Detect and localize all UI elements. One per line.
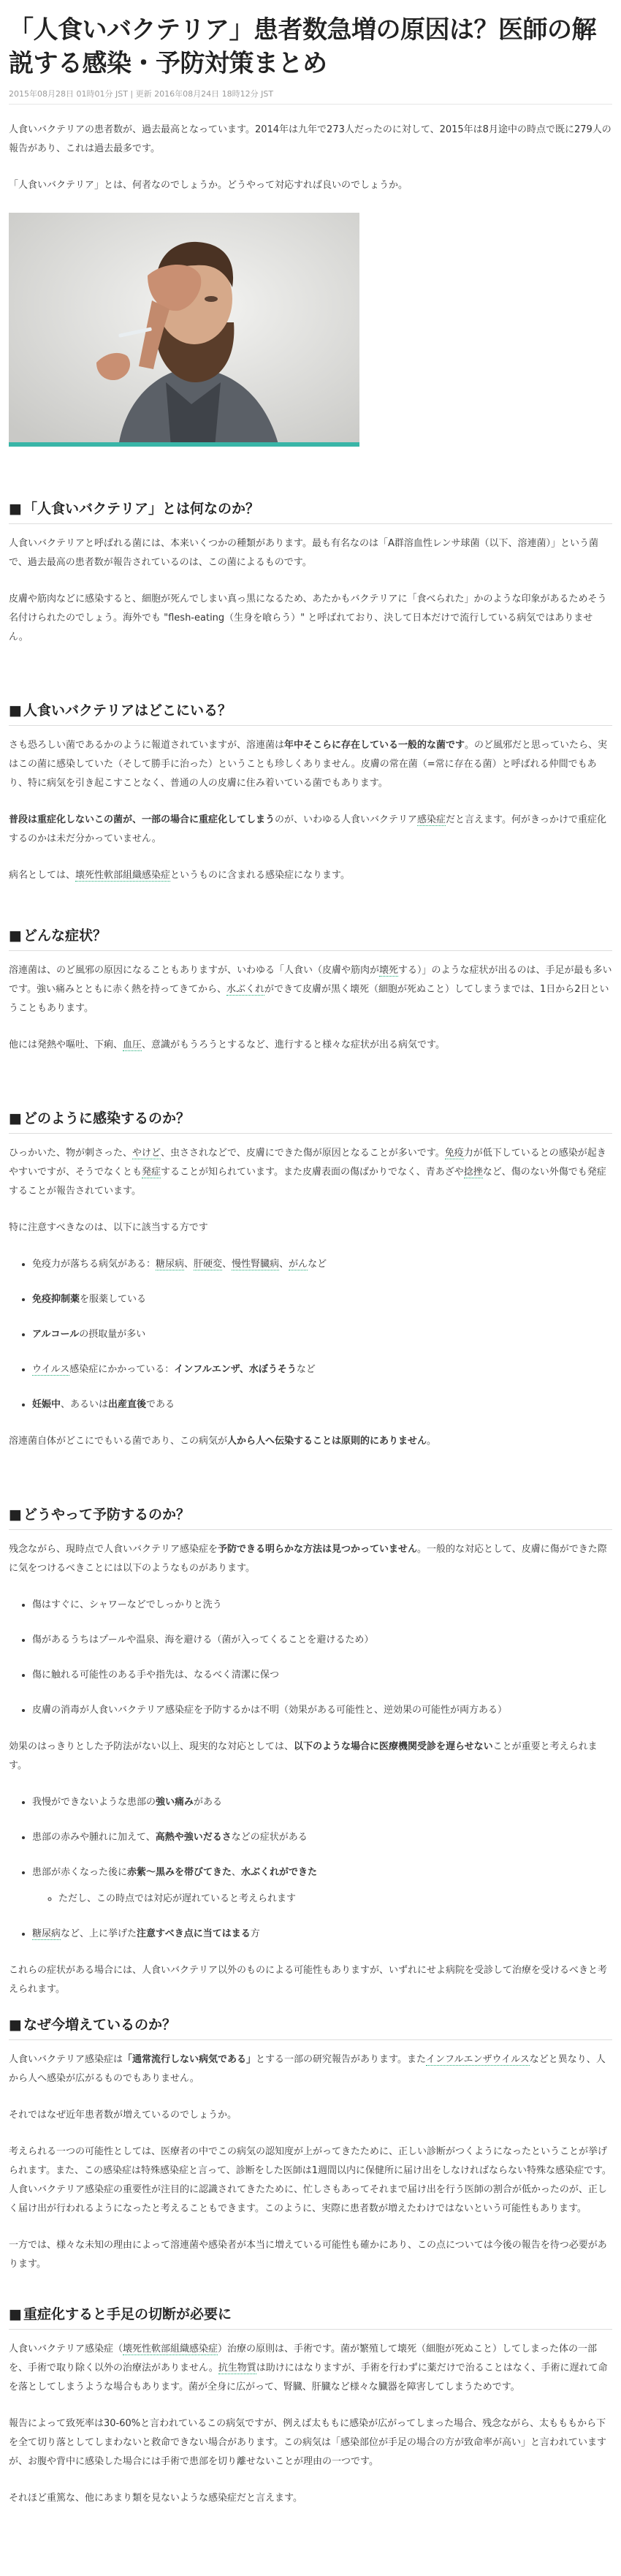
what-paragraph-1: 人食いバクテリアと呼ばれる菌には、本来いくつかの種類があります。最も有名なのは「A群溶血性レンサ球菌（以下、溶連菌）」という菌で、過去最高の患者数が報告されているのは、この菌によるものです。 bbox=[9, 538, 599, 568]
kidney-disease-link[interactable]: 慢性腎臓病 bbox=[232, 1259, 280, 1270]
list-item: • 妊娠中、あるいは出産直後である bbox=[32, 1395, 612, 1414]
section-heading-infection: ■ どのように感染するのか？ bbox=[9, 1107, 612, 1134]
increase-paragraph-3: 考えられる一つの可能性としては、医療者の中でこの病気の認知度が上がってきたために、正しい診断がつくようになったということが挙げられます。また、この感染症は特殊感染症と言って、診断をした医師は1週間以内に保健所に届け出をしなければならない特殊な感染症です。人食いバクテリア感染症の重要性が注目的に認識されてきたために、忙しさもあってそれまで届け出を行う医師の割合が低かったのが、正しく届け出が行われるようになったと考えることもできます。このように、実際に患者数が増えたわけではないという可能性もあります。 bbox=[9, 2146, 612, 2214]
cirrhosis-link[interactable]: 肝硬変 bbox=[194, 1259, 223, 1270]
symptoms-paragraph-2: 他には発熱や嘔吐、下痢、血圧、意識がもうろうとするなど、進行すると様々な症状が出る病気です。 bbox=[9, 1039, 445, 1050]
list-item: • 免疫力が落ちる病気がある：糖尿病、肝硬変、慢性腎臓病、がんなど bbox=[32, 1255, 612, 1274]
section-heading-severe: ■ 重症化すると手足の切断が必要に bbox=[9, 2303, 612, 2330]
section-heading-increase: ■ なぜ今増えているのか？ bbox=[9, 2014, 612, 2040]
list-item: • 患部の赤みや腫れに加えて、高熱や強いだるさなどの症状がある bbox=[32, 1828, 612, 1847]
severe-paragraph-1: 人食いバクテリア感染症（壊死性軟部組織感染症）治療の原則は、手術です。菌が繁殖して壊死（細胞が死ぬこと）してしまった体の一部を、手術で取り除く以外の治療法がありません。抗生物質は助けにはなりますが、手術を行わずに薬だけで治ることはなく、手術に遅れて命を落としてしまうような場合もあります。菌が全身に広がって、腎臓、肝臓など様々な臓器を障害してしまうためです。 bbox=[9, 2344, 608, 2393]
severe-paragraph-2: 報告によって致死率は30-60%と言われているこの病気ですが、例えば太ももに感染が広がってしまった場合、残念ながら、太もももから下を全て切り落としてしまわないと救命できない場合があります。この病気は「感染部位が手足の場合の方が致命率が高い」と言われていますが、お腹や背中に感染した場合には手術で患部を切り離せないことが理由の一つです。 bbox=[9, 2418, 606, 2467]
increase-paragraph-1: 人食いバクテリア感染症は「通常流行しない病気である」とする一部の研究報告があります。またインフルエンザウイルスなどと異なり、人から人へ感染が広がるものでもありません。 bbox=[9, 2054, 606, 2084]
virus-link[interactable]: ウイルス bbox=[32, 1364, 70, 1375]
section-heading-what: ■ 「人食いバクテリア」とは何なのか？ bbox=[9, 498, 612, 524]
increase-paragraph-2: それではなぜ近年患者数が増えているのでしょうか。 bbox=[9, 2110, 237, 2121]
square-bullet-icon: ■ bbox=[9, 702, 22, 719]
prevention-paragraph-2: 効果のはっきりとした予防法がない以上、現実的な対応としては、以下のような場合に医療機関受診を遅らせないことが重要と考えられます。 bbox=[9, 1741, 598, 1771]
necrotizing-infection-link[interactable]: 壊死性軟部組織感染症 bbox=[123, 2344, 218, 2355]
list-item: • 傷があるうちはプールや温泉、海を避ける（菌が入ってくることを避けるため） bbox=[32, 1631, 612, 1650]
diabetes-link[interactable]: 糖尿病 bbox=[32, 1928, 61, 1939]
square-bullet-icon: ■ bbox=[9, 1507, 22, 1523]
where-paragraph-2: 普段は重症化しないこの菌が、一部の場合に重症化してしまうのが、いわゆる人食いバクテリア感染症だと言えます。何がきっかけで重症化するのかは未だ分かっていません。 bbox=[9, 814, 607, 844]
list-item: • 我慢ができないような患部の強い痛みがある bbox=[32, 1793, 612, 1812]
square-bullet-icon: ■ bbox=[9, 501, 22, 517]
infection-paragraph-3: 溶連菌自体がどこにでもいる菌であり、この病気が人から人へ伝染することは原則的にありません。 bbox=[9, 1436, 437, 1447]
onset-link[interactable]: 発症 bbox=[142, 1167, 161, 1178]
burn-link[interactable]: やけど bbox=[132, 1148, 161, 1159]
immunity-link[interactable]: 免疫 bbox=[444, 1148, 464, 1159]
list-item: • 傷はすぐに、シャワーなどでしっかりと洗う bbox=[32, 1596, 612, 1615]
risk-list bbox=[9, 1255, 612, 1414]
section-heading-prevention: ■ どうやって予防するのか？ bbox=[9, 1504, 612, 1530]
infection-link[interactable]: 感染症 bbox=[417, 814, 446, 825]
square-bullet-icon: ■ bbox=[9, 2017, 22, 2033]
influenza-link[interactable]: インフルエンザウイルス bbox=[426, 2054, 530, 2065]
list-item: • 皮膚の消毒が人食いバクテリア感染症を予防するかは不明（効果がある可能性と、逆効果の可能性が両方ある） bbox=[32, 1701, 612, 1720]
symptoms-paragraph-1: 溶連菌は、のど風邪の原因になることもありますが、いわゆる「人食い（皮膚や筋肉が壊死する）」のような症状が出るのは、手足が最も多いです。強い痛みとともに赤く熱を持ってきてから、水ぶくれができて皮膚が黒く壊死（細胞が死ぬこと）してしまうまでは、1日から2日ということもあります。 bbox=[9, 965, 612, 1014]
hero-image bbox=[9, 213, 359, 447]
cancer-link[interactable]: がん bbox=[289, 1259, 308, 1270]
increase-paragraph-4: 一方では、様々な未知の理由によって溶連菌や感染者が本当に増えている可能性も確かにあり、この点については今後の報告を待つ必要があります。 bbox=[9, 2240, 607, 2270]
necrosis-link[interactable]: 壊死 bbox=[379, 965, 399, 976]
what-paragraph-2: 皮膚や筋肉などに感染すると、細胞が死んでしまい真っ黒になるため、あたかもバクテリアに「食べられた」かのような印象があるためそう名付けられたのでしょう。海外でも "flesh-eating（生身を喰らう）" と呼ばれており、決して日本だけで流行している病気ではありません。 bbox=[9, 594, 607, 643]
diabetes-link[interactable]: 糖尿病 bbox=[156, 1259, 185, 1270]
article-meta: 2015年08月28日 01時01分 JST | 更新 2016年08月24日 18時12分 JST bbox=[9, 89, 274, 99]
section-heading-symptoms: ■ どんな症状？ bbox=[9, 925, 612, 951]
list-item: • ウイルス感染症にかかっている：インフルエンザ、水ぼうそうなど bbox=[32, 1360, 612, 1379]
section-heading-where: ■ 人食いバクテリアはどこにいる？ bbox=[9, 700, 612, 726]
sprain-link[interactable]: 捻挫 bbox=[463, 1167, 483, 1178]
necrotizing-infection-link[interactable]: 壊死性軟部組織感染症 bbox=[75, 870, 171, 881]
list-item: • 免疫抑制薬を服薬している bbox=[32, 1290, 612, 1309]
severe-paragraph-3: それほど重篤な、他にあまり類を見ないような感染症だと言えます。 bbox=[9, 2493, 302, 2504]
blister-link[interactable]: 水ぶくれ bbox=[226, 984, 264, 995]
warning-signs-list bbox=[9, 1793, 612, 1944]
hero-photo bbox=[9, 213, 359, 447]
prevention-paragraph-3: これらの症状がある場合には、人食いバクテリア以外のものによる可能性もありますが、いずれにせよ病院を受診して治療を受けるべきと考えられます。 bbox=[9, 1965, 608, 1995]
infection-paragraph-1: ひっかいた、物が刺さった、やけど、虫さされなどで、皮膚にできた傷が原因となることが多いです。免疫力が低下しているとの感染が起きやすいですが、そうでなくとも発症することが知られています。また皮膚表面の傷ばかりでなく、青あざや捻挫など、傷のない外傷でも発症することが報告されています。 bbox=[9, 1148, 606, 1197]
antibiotics-link[interactable]: 抗生物質 bbox=[218, 2363, 256, 2374]
list-item: • 傷に触れる可能性のある手や指先は、なるべく清潔に保つ bbox=[32, 1666, 612, 1685]
intro-paragraph-1: 人食いバクテリアの患者数が、過去最高となっています。2014年は九年で273人だったのに対して、2015年は8月途中の時点で既に279人の報告があり、これは過去最多です。 bbox=[9, 124, 612, 154]
sub-list bbox=[32, 1890, 612, 1909]
list-item: • 患部が赤くなった後に赤紫〜黒みを帯びてきた、水ぶくれができた ◦ ただし、この時点では対応が遅れていると考えられます bbox=[32, 1863, 612, 1909]
blood-pressure-link[interactable]: 血圧 bbox=[123, 1039, 142, 1050]
where-paragraph-3: 病名としては、壊死性軟部組織感染症というものに含まれる感染症になります。 bbox=[9, 870, 350, 881]
meta-divider bbox=[9, 104, 612, 105]
where-paragraph-1: さも恐ろしい菌であるかのように報道されていますが、溶連菌は年中そこらに存在している一般的な菌です。のど風邪だと思っていたら、実はこの菌に感染していた（そして勝手に治った）ということも珍しくありません。皮膚の常在菌（=常に存在る菌）と呼ばれる仲間でもあり、特に病気を引き起こすことなく、普通の人の皮膚に住み着いている菌でもあります。 bbox=[9, 740, 608, 789]
square-bullet-icon: ■ bbox=[9, 1110, 22, 1126]
prevention-paragraph-1: 残念ながら、現時点で人食いバクテリア感染症を予防できる明らかな方法は見つかっていません。一般的な対応として、皮膚に傷ができた際に気をつけるべきことには以下のようなものがあります。 bbox=[9, 1544, 607, 1574]
list-item: ◦ ただし、この時点では対応が遅れていると考えられます bbox=[58, 1890, 612, 1909]
intro-paragraph-2: 「人食いバクテリア」とは、何者なのでしょうか。どうやって対応すれば良いのでしょうか。 bbox=[9, 180, 408, 191]
list-item: • アルコールの摂取量が多い bbox=[32, 1325, 612, 1344]
list-item: • 糖尿病など、上に挙げた注意すべき点に当てはまる方 bbox=[32, 1925, 612, 1944]
square-bullet-icon: ■ bbox=[9, 928, 22, 944]
infection-paragraph-2: 特に注意すべきなのは、以下に該当する方です bbox=[9, 1222, 208, 1233]
wound-care-list bbox=[9, 1596, 612, 1720]
article-title: 「人食いバクテリア」患者数急増の原因は？医師の解説する感染・予防対策まとめ bbox=[9, 15, 596, 78]
square-bullet-icon: ■ bbox=[9, 2306, 22, 2322]
